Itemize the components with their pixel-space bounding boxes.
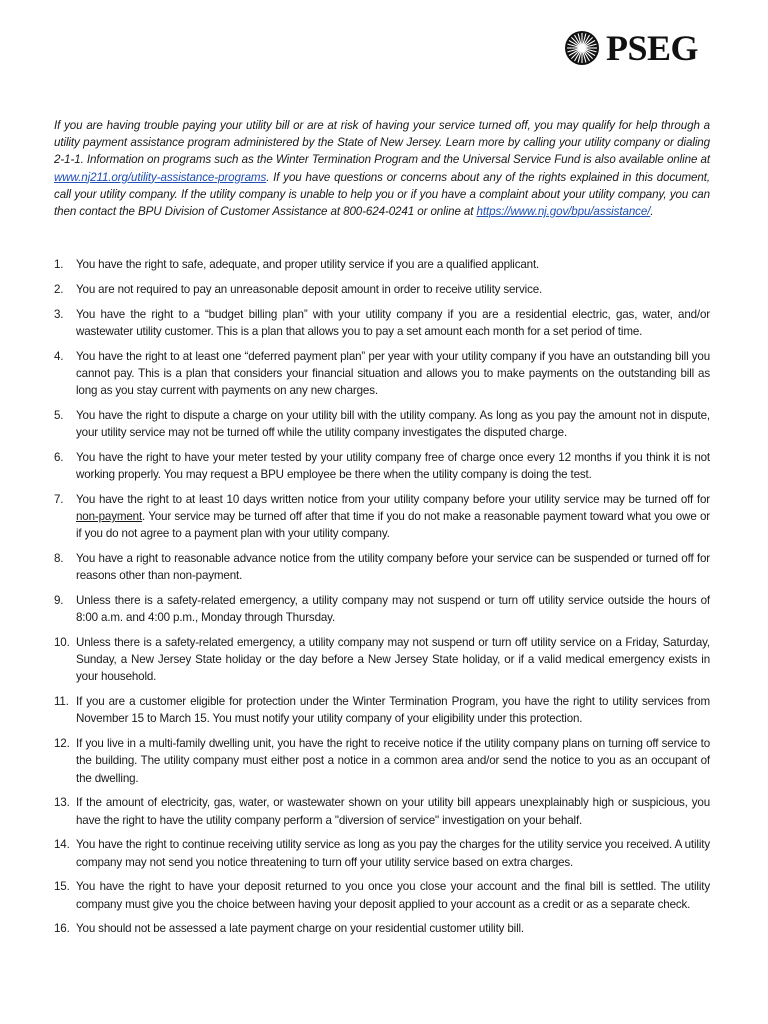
right-item bbox=[54, 306, 710, 340]
sunburst-icon bbox=[564, 30, 600, 66]
item-number: 15. bbox=[54, 880, 70, 894]
item-text: If you are a customer eligible for protection under the Winter Termination Program, you have the right to utility services from November 15 to March 15. You must notify your utility company of your eligibility under this protection. bbox=[76, 695, 710, 726]
item-number: 12. bbox=[54, 737, 70, 751]
item-text: You have the right to continue receiving utility service as long as you pay the charges for the utility service you received. A utility company may not send you notice threatening to turn off your utility service based on extra charges. bbox=[76, 838, 710, 869]
right-item bbox=[54, 920, 710, 937]
item-text: You have the right to safe, adequate, and proper utility service if you are a qualified applicant. bbox=[76, 258, 540, 271]
item-text: You have the right to a “budget billing plan” with your utility company if you are a residential electric, gas, water, and/or wastewater utility customer. This is a plan that allows you to pay a set amount each month for a set period of time. bbox=[76, 307, 710, 338]
right-item bbox=[54, 449, 710, 483]
pseg-logo bbox=[564, 30, 698, 66]
item-number: 2. bbox=[54, 282, 64, 296]
underlined-term: non-payment bbox=[76, 510, 143, 523]
item-text: You should not be assessed a late payment charge on your residential customer utility bill. bbox=[76, 922, 525, 936]
item-text: You have the right to have your meter tested by your utility company free of charge once every 12 months if you think it is not working properly. You may request a BPU employee be there when the utility company is doing the test. bbox=[76, 450, 710, 481]
item-text: You have the right to have your deposit returned to you once you close your account and the final bill is settled. The utility company must give you the choice between having your deposit applied to your account as a credit or as a separate check. bbox=[76, 880, 710, 911]
right-item bbox=[54, 634, 710, 686]
right-item bbox=[54, 550, 710, 584]
item-text: You have the right to at least one “deferred payment plan” per year with your utility company if you have an outstanding bill you cannot pay. This is a plan that considers your financial situation and allows you to make payments on the outstanding bill as long as you stay current with payments on any new charges. bbox=[76, 349, 710, 397]
item-number: 13. bbox=[54, 796, 70, 810]
item-number: 1. bbox=[54, 258, 64, 271]
item-text: You are not required to pay an unreasonable deposit amount in order to receive utility service. bbox=[76, 282, 543, 296]
right-item bbox=[54, 592, 710, 626]
item-text: You have a right to reasonable advance notice from the utility company before your service can be suspended or turned off for reasons other than non-payment. bbox=[76, 552, 710, 583]
intro-paragraph bbox=[54, 117, 710, 220]
item-text bbox=[76, 491, 710, 543]
item-number: 6. bbox=[54, 450, 64, 464]
right-item bbox=[54, 836, 710, 870]
item-text: Unless there is a safety-related emergency, a utility company may not suspend or turn off utility service outside the hours of 8:00 a.m. and 4:00 p.m., Monday through Thursday. bbox=[76, 594, 710, 625]
item-number: 16. bbox=[54, 922, 70, 936]
item-number: 11. bbox=[54, 695, 69, 709]
item-number: 14. bbox=[54, 838, 70, 852]
nj211-link[interactable]: www.nj211.org/utility-assistance-programs bbox=[54, 170, 267, 184]
item-number: 5. bbox=[54, 408, 64, 422]
intro-text-3: . bbox=[650, 205, 654, 219]
intro-text-1: If you are having trouble paying your utility bill or are at risk of having your service turned off, you may qualify for help through a utility payment assistance program administered by the State of New Jersey. Learn more by calling your utility company or dialing 2-1-1. Information on programs such as the Winter Termination Program and the Universal Service Fund is also available online at bbox=[54, 119, 710, 167]
right-item bbox=[54, 491, 710, 543]
bpu-assistance-link[interactable]: https://www.nj.gov/bpu/assistance/ bbox=[476, 205, 651, 219]
right-item bbox=[54, 693, 710, 727]
right-item bbox=[54, 407, 710, 441]
right-item bbox=[54, 735, 710, 787]
item-text: If the amount of electricity, gas, water, or wastewater shown on your utility bill appears unexplainably high or suspicious, you have the right to have the utility company perform a "diversion of service" investigation on your behalf. bbox=[76, 796, 710, 827]
item-text: Unless there is a safety-related emergency, a utility company may not suspend or turn off utility service on a Friday, Saturday, Sunday, a New Jersey State holiday or the day before a New Jersey State holiday, or if a valid medical emergency exists in your household. bbox=[76, 636, 710, 684]
right-item bbox=[54, 256, 710, 273]
item-number: 7. bbox=[54, 492, 64, 506]
item-number: 8. bbox=[54, 552, 64, 565]
right-item bbox=[54, 878, 710, 912]
item-text-after: . Your service may be turned off after that time if you do not make a reasonable payment toward what you owe or if you do not agree to a payment plan with your utility company. bbox=[76, 510, 710, 541]
item-number: 9. bbox=[54, 594, 64, 607]
item-text-before: You have the right to at least 10 days written notice from your utility company before your utility service may be turned off for bbox=[76, 492, 710, 506]
item-text: If you live in a multi-family dwelling unit, you have the right to receive notice if the utility company plans on turning off service to the building. The utility company must either post a notice in a common area and/or send the notice to you as an occupant of the dwelling. bbox=[76, 737, 710, 785]
rights-list bbox=[54, 256, 710, 945]
logo-text: PSEG bbox=[605, 28, 698, 68]
right-item bbox=[54, 348, 710, 400]
item-text: You have the right to dispute a charge on your utility bill with the utility company. As long as you pay the amount not in dispute, your utility service may not be turned off while the utility company investigates the disputed charge. bbox=[76, 408, 710, 439]
right-item bbox=[54, 794, 710, 828]
item-number: 10. bbox=[54, 636, 70, 649]
item-number: 3. bbox=[54, 307, 64, 321]
intro-text-2: . If you have questions or concerns about any of the rights explained in this document, call your utility company. If the utility company is unable to help you or if you have a complaint about your utility company, you can then contact the BPU Division of Customer Assistance at 800-624-0241 or online at bbox=[54, 170, 710, 219]
item-number: 4. bbox=[54, 349, 64, 363]
right-item bbox=[54, 281, 710, 298]
